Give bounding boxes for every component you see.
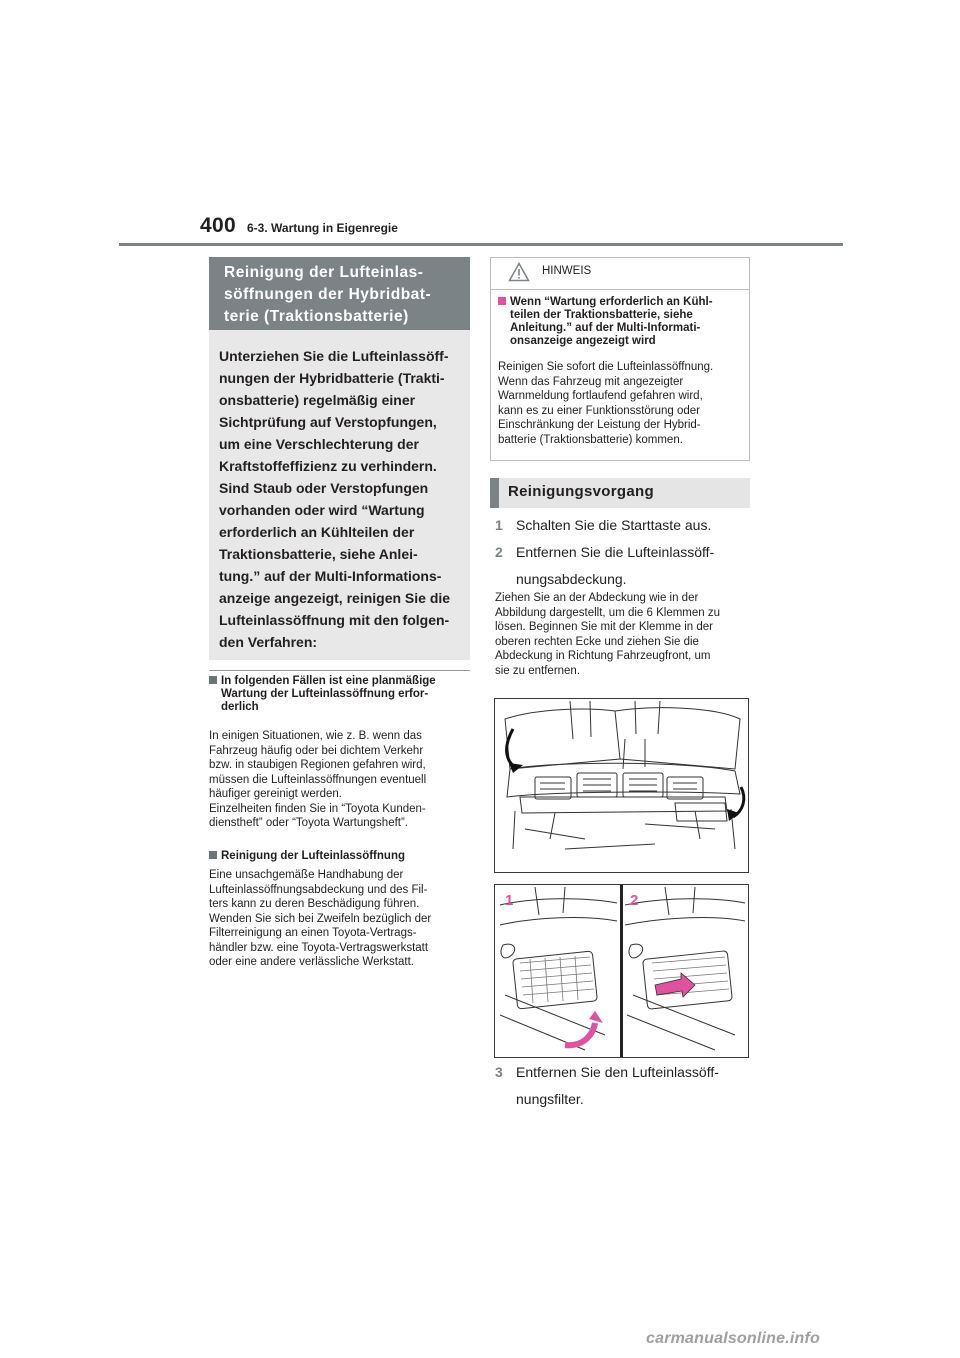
body-line: ters kann zu deren Beschädigung führen. bbox=[209, 898, 420, 910]
intro-line: Lufteinlassöffnung mit den folgen- bbox=[219, 612, 450, 628]
cover-removal-drawing bbox=[495, 885, 748, 1057]
step-text: nungsabdeckung. bbox=[516, 571, 627, 587]
body-line: Filterreinigung an einen Toyota-Vertrags- bbox=[209, 927, 417, 939]
intro-line: nungen der Hybridbatterie (Trakti- bbox=[219, 370, 445, 386]
body-line: oberen rechten Ecke und ziehen Sie die bbox=[495, 635, 699, 648]
note-heading bbox=[209, 675, 470, 714]
step-1 bbox=[495, 514, 711, 536]
step-text: nungsfilter. bbox=[516, 1091, 584, 1107]
body-line: Einschränkung der Leistung der Hybrid- bbox=[498, 419, 701, 431]
note-body bbox=[209, 729, 470, 831]
intro-line: Traktionsbatterie, siehe Anlei- bbox=[219, 546, 418, 562]
step-2-detail bbox=[495, 591, 745, 678]
note-body bbox=[209, 868, 470, 970]
intro-line: erforderlich an Kühlteilen der bbox=[219, 524, 415, 540]
intro-line: onsbatterie) regelmäßig einer bbox=[219, 392, 416, 408]
divider bbox=[209, 670, 470, 671]
notice-title-line: Anleitung.” auf der Multi-Informati- bbox=[510, 322, 701, 334]
note-heading-line: In folgenden Fällen ist eine planmäßige bbox=[221, 675, 436, 687]
figure-label-1: 1 bbox=[505, 892, 514, 909]
procedure-heading: Reinigungsvorgang bbox=[490, 478, 750, 508]
step-3 bbox=[495, 1061, 745, 1110]
body-line: lösen. Beginnen Sie mit der Klemme in der bbox=[495, 621, 713, 633]
bullet-square-icon bbox=[498, 297, 506, 305]
body-line: Einzelheiten finden Sie in “Toyota Kunden- bbox=[209, 802, 426, 815]
figure-label-2: 2 bbox=[630, 892, 639, 909]
intro-line: den Verfahren: bbox=[219, 634, 318, 650]
body-line: dienstheft” oder “Toyota Wartungsheft”. bbox=[209, 817, 409, 829]
note-heading-line: derlich bbox=[221, 701, 259, 713]
intro-box bbox=[209, 330, 470, 660]
body-line: Lufteinlassöffnungsabdeckung und des Fil- bbox=[209, 883, 428, 896]
intro-line: tung.” auf der Multi-Informations- bbox=[219, 568, 442, 584]
step-number: 1 bbox=[495, 517, 503, 533]
intro-line: Sichtprüfung auf Verstopfungen, bbox=[219, 414, 437, 430]
intro-line: um eine Verschlechterung der bbox=[219, 436, 419, 452]
step-text: Entfernen Sie den Lufteinlassöff- bbox=[516, 1064, 719, 1080]
body-line: kann es zu einer Funktionsstörung oder bbox=[498, 404, 701, 417]
body-line: Abbildung dargestellt, um die 6 Klemmen zu bbox=[495, 606, 721, 619]
section-heading-banner bbox=[209, 257, 470, 330]
illustration-rear-seat bbox=[494, 698, 749, 873]
step-number: 2 bbox=[495, 544, 503, 560]
intro-line: anzeige angezeigt, reinigen Sie die bbox=[219, 590, 451, 606]
bullet-square-icon bbox=[209, 851, 217, 859]
body-line: Ziehen Sie an der Abdeckung wie in der bbox=[495, 592, 699, 604]
note-heading bbox=[209, 850, 470, 863]
intro-line: Unterziehen Sie die Lufteinlassöff- bbox=[219, 348, 449, 364]
body-line: Eine unsachgemäße Handhabung der bbox=[209, 869, 404, 881]
warning-triangle-icon bbox=[508, 262, 530, 282]
body-line: bzw. in staubigen Regionen gefahren wird, bbox=[209, 759, 426, 771]
body-line: Fahrzeug häufig oder bei dichtem Verkehr bbox=[209, 744, 424, 757]
body-line: Reinigen Sie sofort die Lufteinlassöffnung. bbox=[498, 361, 714, 373]
notice-body bbox=[498, 360, 744, 447]
body-line: Wenden Sie sich bei Zweifeln bezüglich der bbox=[209, 912, 432, 925]
body-line: In einigen Situationen, wie z. B. wenn das bbox=[209, 730, 422, 742]
step-number: 3 bbox=[495, 1064, 503, 1080]
notice-title-line: onsanzeige angezeigt wird bbox=[510, 335, 656, 347]
heading-line: söffnungen der Hybridbat- bbox=[224, 286, 432, 303]
intro-line: Sind Staub oder Verstopfungen bbox=[219, 480, 429, 496]
note-heading-line: Reinigung der Lufteinlassöffnung bbox=[221, 850, 405, 862]
body-line: müssen die Lufteinlassöffnungen eventuell bbox=[209, 773, 427, 786]
intro-line: Kraftstoffeffizienz zu verhindern. bbox=[219, 458, 437, 474]
page-number: 400 bbox=[200, 214, 236, 237]
body-line: Warnmeldung fortlaufend gefahren wird, bbox=[498, 390, 703, 402]
intro-line: vorhanden oder wird “Wartung bbox=[219, 502, 425, 518]
body-line: häufiger gereinigt werden. bbox=[209, 788, 342, 800]
body-line: händler bzw. eine Toyota-Vertragswerkstatt bbox=[209, 941, 429, 954]
footer-watermark: carmanualsonline.info bbox=[646, 1330, 821, 1347]
notice-title bbox=[498, 296, 744, 348]
notice-title-line: Wenn “Wartung erforderlich an Kühl- bbox=[510, 296, 713, 308]
heading-line: terie (Traktionsbatterie) bbox=[224, 308, 409, 325]
step-text: Entfernen Sie die Lufteinlassöff- bbox=[516, 544, 715, 560]
step-text: Schalten Sie die Starttaste aus. bbox=[516, 517, 712, 533]
notice-title-line: teilen der Traktionsbatterie, siehe bbox=[510, 309, 693, 321]
body-line: Wenn das Fahrzeug mit angezeigter bbox=[498, 375, 684, 388]
header-divider bbox=[119, 243, 843, 246]
body-line: batterie (Traktionsbatterie) kommen. bbox=[498, 433, 683, 446]
body-line: sie zu entfernen. bbox=[495, 664, 581, 677]
bullet-square-icon bbox=[209, 676, 217, 684]
step-2 bbox=[495, 541, 745, 590]
illustration-cover-removal bbox=[494, 884, 749, 1058]
section-title: 6-3. Wartung in Eigenregie bbox=[247, 221, 398, 235]
heading-line: Reinigung der Lufteinlas- bbox=[224, 264, 424, 281]
body-line: Abdeckung in Richtung Fahrzeugfront, um bbox=[495, 650, 711, 662]
notice-label: HINWEIS bbox=[542, 265, 592, 277]
rear-seat-drawing bbox=[495, 699, 748, 872]
note-heading-line: Wartung der Lufteinlassöffnung erfor- bbox=[221, 688, 429, 700]
body-line: oder eine andere verlässliche Werkstatt. bbox=[209, 956, 414, 968]
